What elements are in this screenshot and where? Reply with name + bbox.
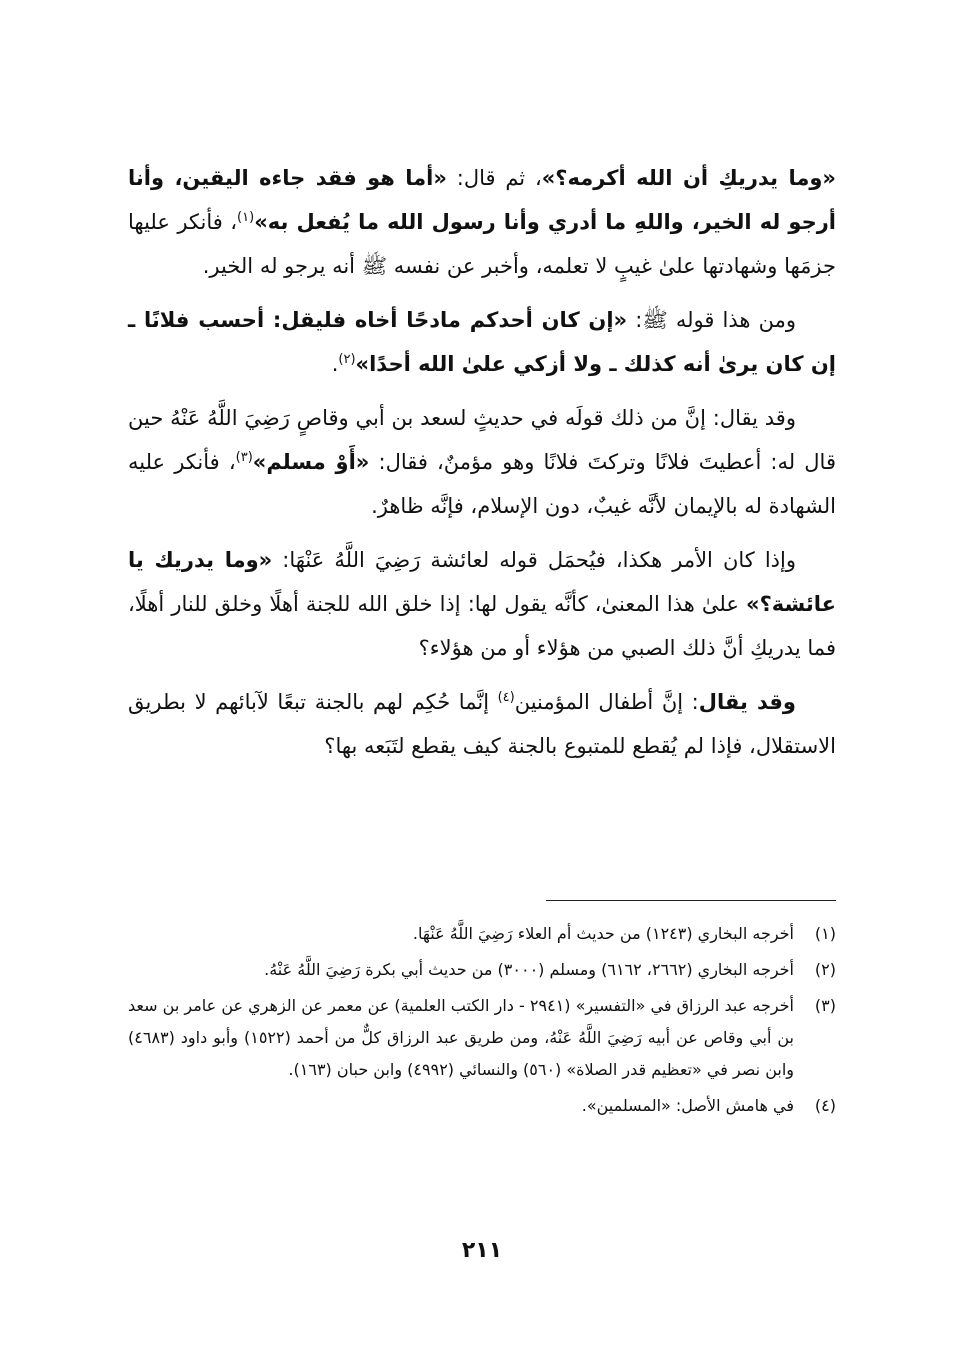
footnote-number: (٤) <box>814 1096 836 1115</box>
page-number: ٢١١ <box>461 1238 503 1263</box>
body-text-span: . <box>331 352 339 376</box>
footnote-item <box>128 954 836 986</box>
footnote-text: أخرجه عبد الرزاق في «التفسير» (٢٩٤١ - دار الكتب العلمية) عن معمر عن الزهري عن عامر بن سعد بن أبي وقاص عن أبيه رَضِيَ اللَّهُ عَنْهُ، ومن طريق عبد الرزاق كلٌّ من أحمد (١٥٢٢) وأبو داود (٤٦٨٣) وابن نصر في «تعظيم قدر الصلاة» (٥٦٠) والنسائي (٤٩٩٢) وابن حبان (١٦٣). <box>128 996 795 1079</box>
footnote-number: (٢) <box>814 960 836 979</box>
paragraph-2 <box>128 298 836 386</box>
footnote-text: أخرجه البخاري (٢٦٦٢، ٦١٦٢) ومسلم (٣٠٠٠) من حديث أبي بكرة رَضِيَ اللَّهُ عَنْهُ. <box>264 960 794 979</box>
footnote-text: في هامش الأصل: «المسلمين». <box>581 1096 794 1115</box>
footnote-number: (١) <box>814 924 836 943</box>
footnote-ref[interactable]: (٢) <box>338 352 356 367</box>
paragraph-1 <box>128 156 836 288</box>
footnote-item <box>128 990 836 1086</box>
body-text-span: وإذا كان الأمر هكذا، فيُحمَل قوله لعائشة رَضِيَ اللَّهُ عَنْهَا: <box>272 548 796 572</box>
footnotes <box>128 918 836 1126</box>
footnote-text: أخرجه البخاري (١٢٤٣) من حديث أم العلاء رَضِيَ اللَّهُ عَنْهَا. <box>412 924 794 943</box>
quote-text: «أما هو فقد جاءه اليقين، وأنا أرجو له الخير، واللهِ ما أدري وأنا رسول الله ما يُفعل به» <box>128 166 836 234</box>
footnote-item <box>128 918 836 950</box>
body-text-span: ، فأنكر عليها جزمَها وشهادتها علىٰ غيبٍ لا تعلمه، وأخبر عن نفسه ﷺ أنه يرجو له الخير. <box>128 210 836 278</box>
footnote-item <box>128 1090 836 1122</box>
quote-text: «إن كان أحدكم مادحًا أخاه فليقل: أحسب فلانًا ـ إن كان يرىٰ أنه كذلك ـ ولا أزكي علىٰ الله أحدًا» <box>128 308 836 376</box>
body-text-span: ، ثم قال: <box>446 166 542 190</box>
body-text-span: : إنَّ أطفال المؤمنين <box>514 690 699 714</box>
lead-phrase: وقد يقال <box>698 690 796 714</box>
quote-text: «وما يدريك يا عائشة؟» <box>128 548 836 616</box>
footnote-separator <box>546 900 836 901</box>
body-text-span: وقد يقال: إنَّ من ذلك قولَه في حديثٍ لسعد بن أبي وقاصٍ رَضِيَ اللَّهُ عَنْهُ حين قال له: أعطيتَ فلانًا وتركتَ فلانًا وهو مؤمنٌ، فقال: <box>128 406 836 474</box>
paragraph-5 <box>128 680 836 768</box>
footnote-ref[interactable]: (١) <box>237 210 255 225</box>
main-text <box>128 156 836 778</box>
paragraph-3 <box>128 396 836 528</box>
footnote-ref[interactable]: (٣) <box>235 450 253 465</box>
quote-text: «أَوْ مسلم» <box>252 450 370 474</box>
body-text-span: إنَّما حُكِم لهم بالجنة تبعًا لآبائهم لا بطريق الاستقلال، فإذا لم يُقطع للمتبوع بالجنة كيف يقطع لتَبَعه بها؟ <box>128 690 836 758</box>
quote-text: «وما يدريكِ أن الله أكرمه؟» <box>541 166 836 190</box>
paragraph-4 <box>128 538 836 670</box>
body-text-span: ومن هذا قوله ﷺ: <box>627 308 796 332</box>
body-text-span: علىٰ هذا المعنىٰ، كأنَّه يقول لها: إذا خلق الله للجنة أهلًا وخلق للنار أهلًا، فما يدريكِ أنَّ ذلك الصبي من هؤلاء أو من هؤلاء؟ <box>128 592 836 660</box>
footnote-ref[interactable]: (٤) <box>497 690 515 705</box>
footnote-number: (٣) <box>814 996 836 1015</box>
body-text-span: ، فأنكر عليه الشهادة له بالإيمان لأنَّه غيبٌ، دون الإسلام، فإنَّه ظاهرٌ. <box>128 450 836 518</box>
